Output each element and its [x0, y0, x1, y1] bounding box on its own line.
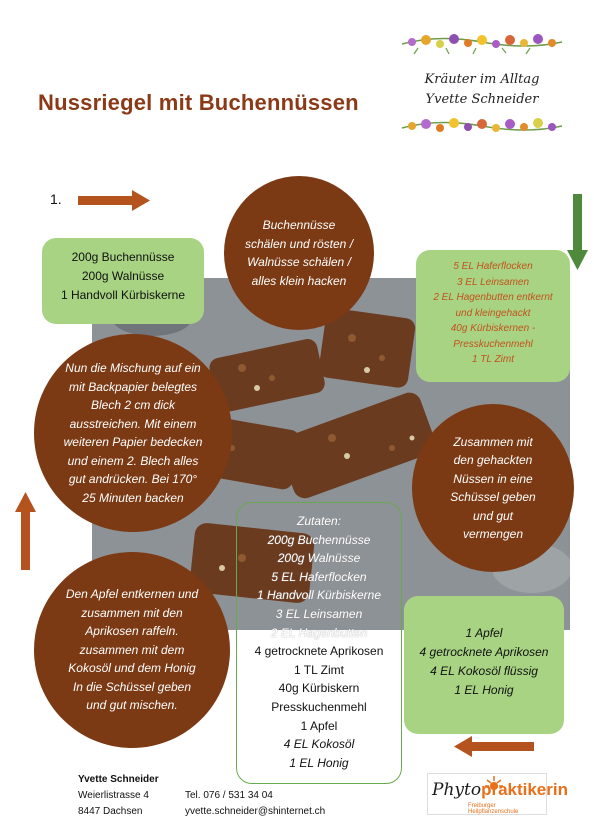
ingredient-item: 4 getrocknete Aprikosen	[254, 644, 384, 659]
ingredient-item: 200g Walnüsse	[277, 551, 361, 566]
footer-email[interactable]: yvette.schneider@shinternet.ch	[185, 806, 326, 817]
step-line: zusammen mit den	[81, 605, 183, 620]
footer-name: Yvette Schneider	[78, 774, 159, 785]
nuts-box	[42, 238, 204, 324]
page-title: Nussriegel mit Buchennüssen	[38, 90, 359, 115]
ingredient-item: 200g Buchennüsse	[267, 532, 371, 547]
brand-author: Yvette Schneider	[425, 92, 539, 107]
step-line: und gut mischen.	[86, 698, 178, 713]
footer-contact	[185, 788, 325, 820]
step-line: Nun die Mischung auf ein	[65, 361, 201, 375]
arrow-down-icon	[567, 194, 588, 270]
step-line: ausstreichen. Mit einem	[69, 416, 197, 431]
ingredient-item: 2 EL Hagenbutten	[270, 625, 368, 640]
step-mix-circle	[412, 404, 574, 572]
step-line: den gehackten	[453, 453, 533, 467]
step-roast-circle	[224, 176, 374, 330]
apple-box	[404, 596, 564, 734]
step-line: Kokosöl und dem Honig	[68, 661, 196, 676]
ingredients-list	[236, 512, 402, 772]
arrow-right-icon	[78, 190, 150, 211]
box-line: 200g Buchennüsse	[71, 250, 175, 264]
flakes-box	[416, 250, 570, 382]
step-line: vermengen	[462, 527, 524, 541]
step-line: mit Backpapier belegtes	[68, 379, 198, 394]
box-line: Presskuchenmehl	[453, 338, 533, 350]
box-line: 200g Walnüsse	[81, 269, 165, 283]
step-line: weiteren Papier bedecken	[63, 435, 203, 449]
box-line: 1 TL Zimt	[471, 354, 515, 365]
footer-address	[78, 772, 159, 820]
step-line: Schüssel geben	[450, 490, 536, 504]
box-line: 1 Handvoll Kürbiskerne	[60, 288, 186, 302]
step-line: Aprikosen raffeln.	[85, 624, 179, 639]
box-line: 5 EL Haferflocken	[453, 261, 533, 272]
footer-street: Weierlistrasse 4	[78, 790, 149, 801]
ingredient-item: 1 TL Zimt	[293, 662, 344, 677]
step-line: Blech 2 cm dick	[90, 398, 175, 412]
box-line: 4 EL Kokosöl flüssig	[430, 664, 538, 678]
step-line: und einem 2. Blech alles	[67, 453, 199, 468]
step-line: Nüssen in eine	[453, 471, 533, 486]
step-line: Den Apfel entkernen und	[65, 587, 199, 602]
box-line: 40g Kürbiskernen -	[450, 323, 536, 334]
step-line: Zusammen mit	[453, 434, 533, 449]
logo-text-b: praktikerin	[481, 780, 568, 799]
ingredient-item: 40g Kürbiskern	[278, 681, 360, 696]
arrow-left-icon	[454, 736, 534, 757]
box-line: 1 Apfel	[465, 626, 503, 640]
step-number: 1.	[50, 191, 62, 207]
ingredient-item: Presskuchenmehl	[271, 699, 367, 714]
step-line: 25 Minuten backen	[82, 490, 184, 505]
logo-subtitle: Freiburger Heilpflanzenschule	[468, 803, 519, 815]
box-line: 2 EL Hagenbutten entkernt	[433, 292, 553, 303]
ingredient-item: 1 Apfel	[300, 718, 338, 733]
box-line: 4 getrocknete Aprikosen	[419, 645, 549, 659]
step-line: zusammen mit dem	[79, 642, 185, 657]
ingredient-item: 5 EL Haferflocken	[271, 569, 367, 584]
ingredient-item: 3 EL Leinsamen	[275, 606, 363, 621]
footer-phone: Tel. 076 / 531 34 04	[185, 790, 273, 801]
box-line: und kleingehackt	[455, 307, 531, 319]
step-line: und gut	[472, 508, 514, 523]
footer-city: 8447 Dachsen	[78, 806, 143, 817]
brand-title: Kräuter im Alltag	[424, 72, 540, 87]
step-line: schälen und rösten /	[244, 236, 354, 251]
step-line: Buchennüsse	[262, 218, 336, 232]
ingredient-item: 4 EL Kokosöl	[283, 737, 355, 752]
step-line: In die Schüssel geben	[72, 679, 192, 694]
step-line: Walnüsse schälen /	[247, 255, 351, 269]
arrow-up-icon	[15, 492, 36, 570]
logo-text-a: Phyto	[432, 780, 482, 800]
step-grate-circle	[34, 552, 230, 748]
ingredient-item: 1 EL Honig	[289, 755, 349, 770]
step-bake-circle	[34, 334, 232, 532]
box-line: 3 EL Leinsamen	[456, 276, 530, 288]
step-line: gut andrücken. Bei 170°	[68, 472, 198, 486]
step-line: alles klein hacken	[251, 273, 347, 288]
ingredient-item: 1 Handvoll Kürbiskerne	[256, 588, 382, 603]
phytopraktikerin-logo	[427, 773, 568, 815]
ingredients-heading: Zutaten:	[296, 514, 342, 528]
box-line: 1 EL Honig	[454, 683, 514, 697]
